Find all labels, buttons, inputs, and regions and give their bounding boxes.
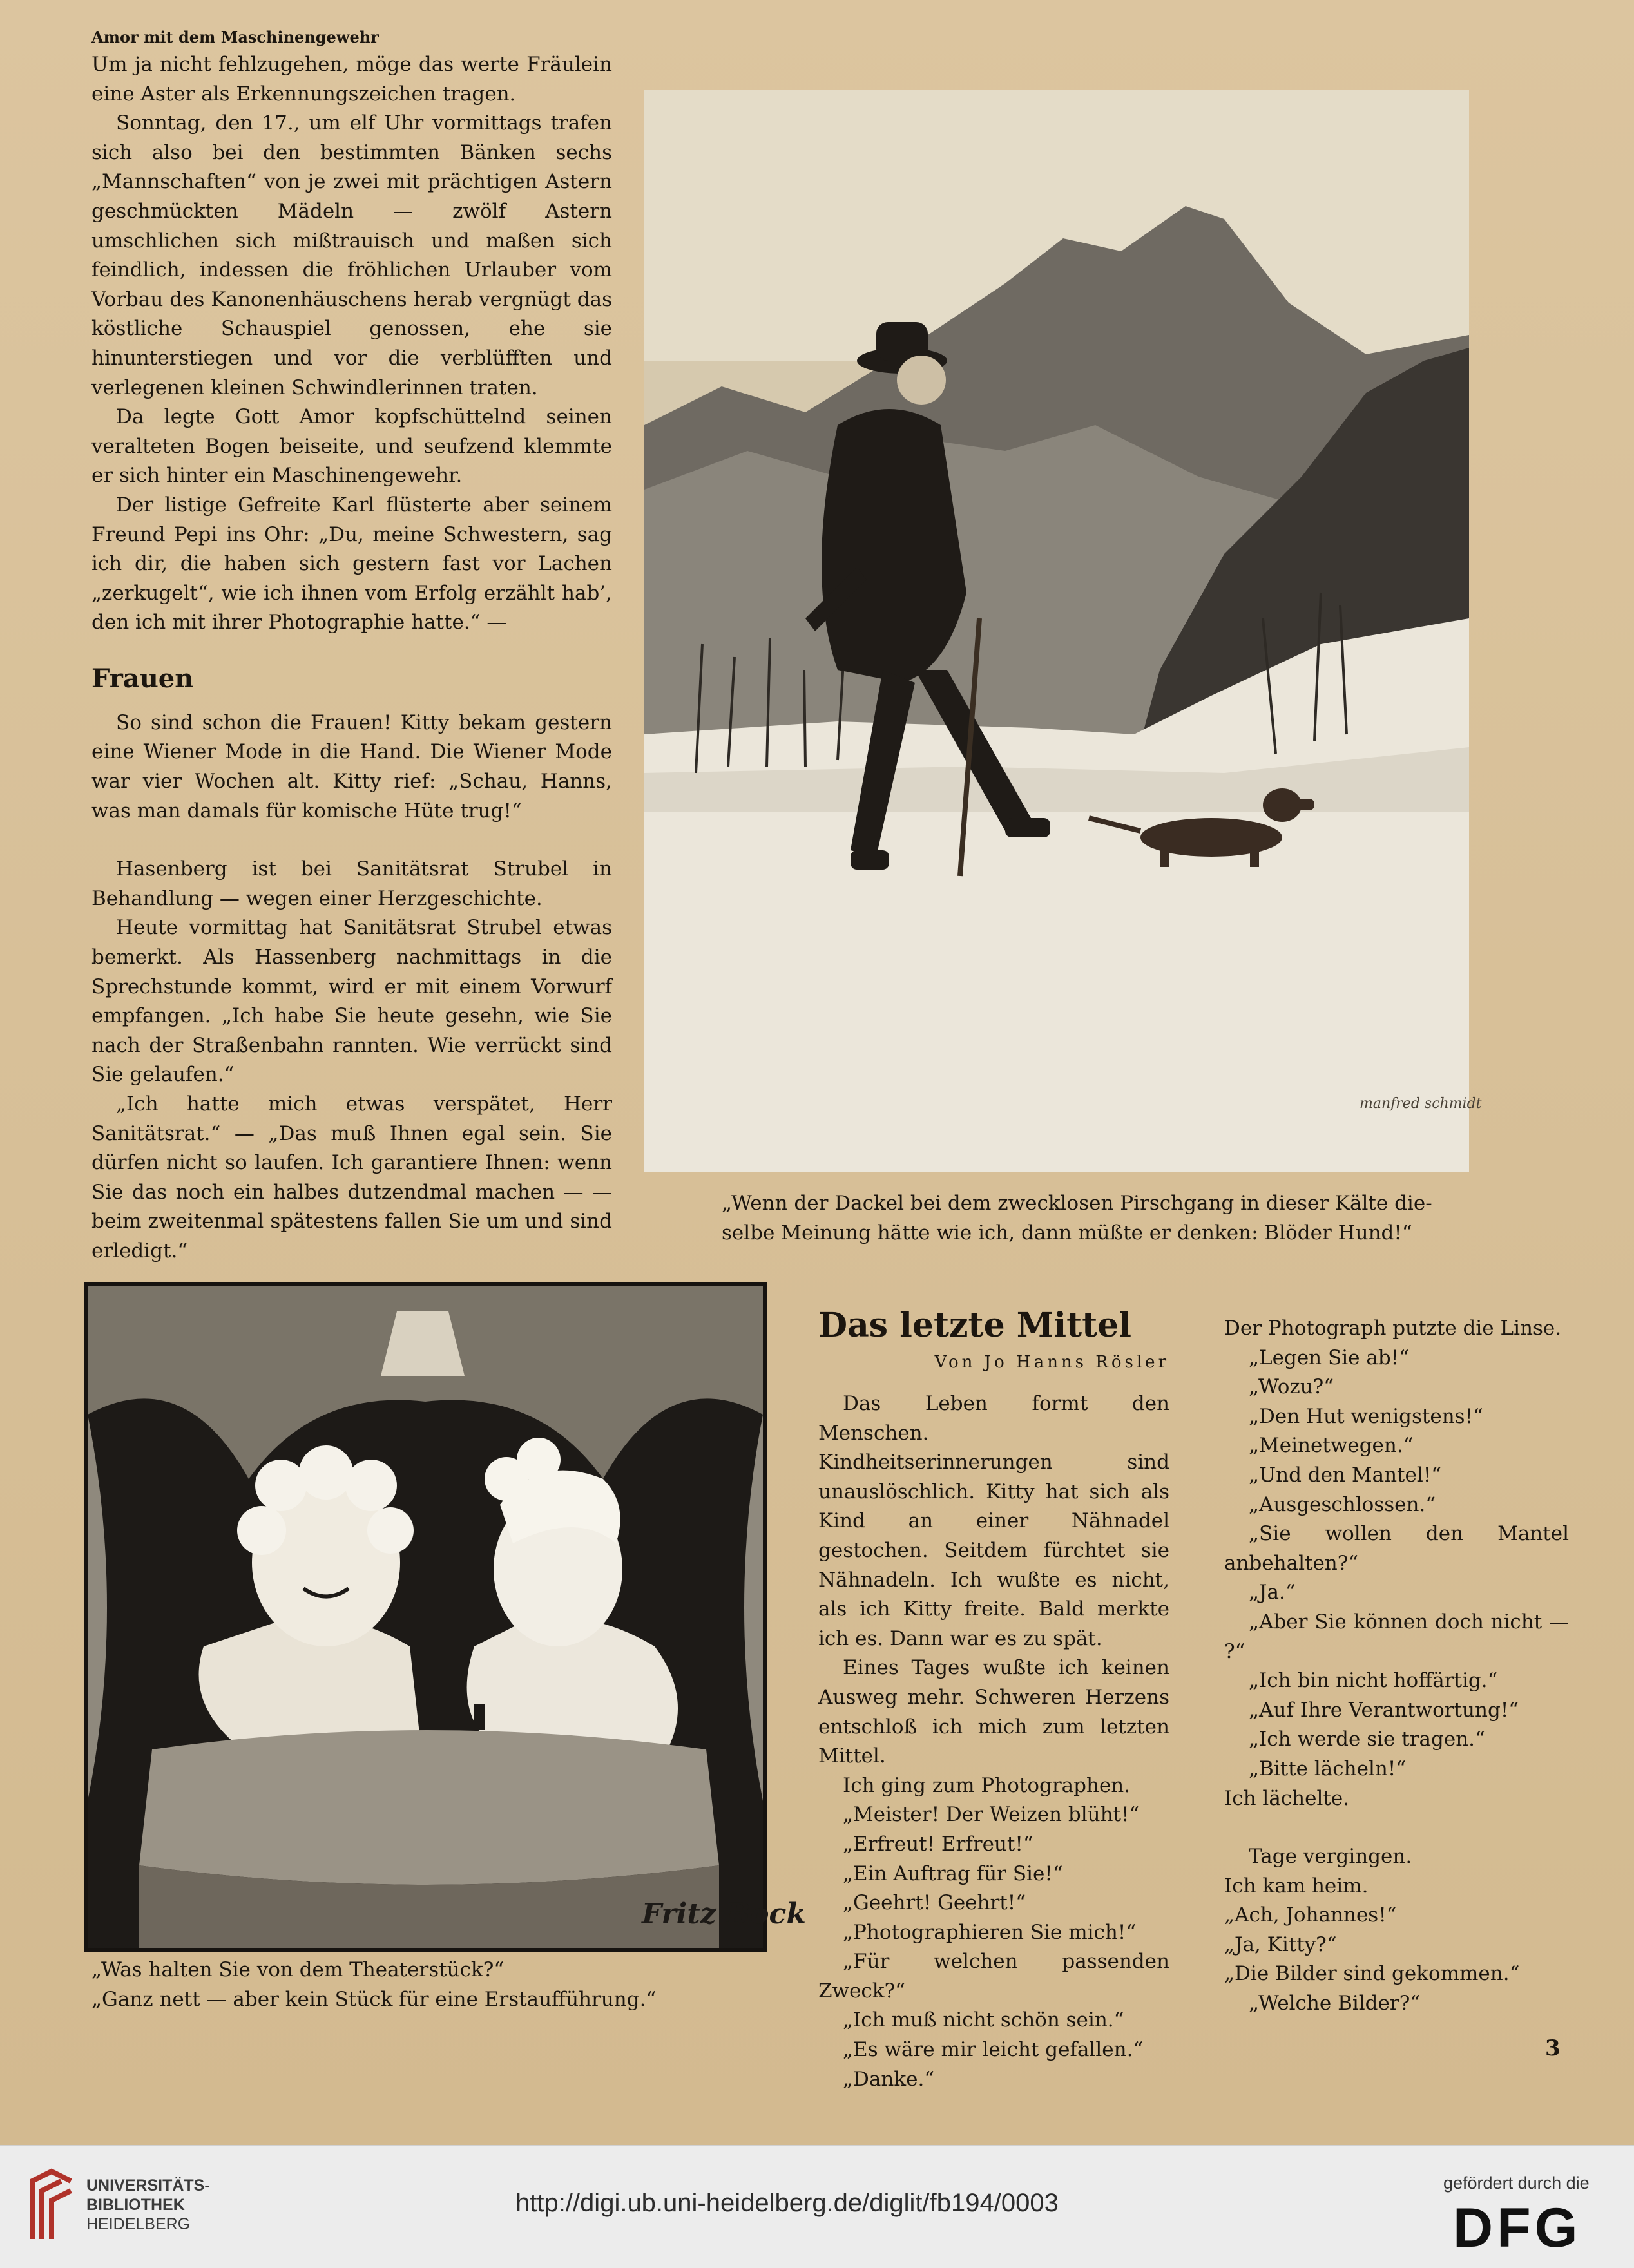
dialogue-line: „Meister! Der Weizen blüht!“ [843, 1803, 1140, 1827]
dialogue-line: „Erfreut! Erfreut!“ [843, 1832, 1033, 1856]
paragraph: Da legte Gott Amor kopfschüttelnd seinen veralteten Bogen beiseite, und seufzend klemmte er sich hinter ein Maschinengewehr. [91, 405, 612, 488]
hunter-dachshund-illustration [644, 90, 1482, 1172]
dialogue-line: „Die Bilder sind gekommen.“ [1224, 1962, 1520, 1986]
dialogue-line: „Den Hut wenigstens!“ [1249, 1404, 1483, 1428]
dialogue-line: „Ich muß nicht schön sein.“ [843, 2008, 1124, 2032]
paragraph: „Ich hatte mich etwas verspätet, Herr Sanitätsrat.“ — „Das muß Ihnen egal sein. Sie dürfen nicht so laufen. Ich garantiere Ihnen: wenn Sie das noch ein halbes dutzendmal machen — — beim zweitenmal spätestens fallen Sie um und sind erledigt.“ [91, 1092, 612, 1263]
dialogue-line: „Und den Mantel!“ [1249, 1463, 1442, 1487]
paragraph: So sind schon die Frauen! Kitty bekam gestern eine Wiener Mode in die Hand. Die Wiener Mode war vier Wochen alt. Kitty rief: „Schau, Hanns, was man damals für komische Hüte trug!“ [91, 710, 612, 823]
viewer-footer [0, 2145, 1634, 2268]
paragraph: Der listige Gefreite Karl flüsterte aber seinem Freund Pepi ins Ohr: „Du, meine Schwestern, sag ich dir, die haben sich gestern fast vor Lachen „zerkugelt“, wie ich ihnen vom Erfolg erzählt hab’, den ich mit ihrer Photographie hatte.“ — [91, 493, 612, 634]
funding-label: gefördert durch die [1443, 2173, 1590, 2193]
page-number: 3 [1545, 2035, 1561, 2061]
paragraph: Ich ging zum Photographen. [843, 1773, 1131, 1797]
dialogue-line: „Danke.“ [843, 2067, 935, 2091]
dialogue-line: „Meinetwegen.“ [1249, 1434, 1414, 1458]
dialogue-line: „Photographieren Sie mich!“ [843, 1920, 1137, 1944]
paragraph: Heute vormittag hat Sanitätsrat Strubel etwas bemerkt. Als Hassenberg nachmittags in die Sprechstunde kommt, wird er mit einem Vorwurf empfangen. „Ich habe Sie heute gesehn, wie Sie nach der Straßenbahn rannten. Wie verrückt sind Sie gelaufen.“ [91, 916, 612, 1087]
dialogue-line: „Ich bin nicht hoffärtig.“ [1249, 1669, 1498, 1693]
story-title: Das letzte Mittel [818, 1306, 1131, 1345]
dialogue-line: „Ja, Kitty?“ [1224, 1932, 1337, 1956]
dialogue-line: „Auf Ihre Verantwortung!“ [1249, 1698, 1519, 1722]
illustration-signature: Fritz Bock [642, 1898, 806, 1930]
story-column-1 [818, 1304, 1169, 2094]
caption-line: „Wenn der Dackel bei dem zwecklosen Pirschgang in dieser Kälte die- [722, 1192, 1432, 1215]
dialogue-line: „Sie wollen den Mantel anbehalten?“ [1224, 1522, 1569, 1575]
paragraph: Sonntag, den 17., um elf Uhr vormittags trafen sich also bei den bestimmten Bänken sechs „Mannschaften“ von je zwei mit prächtigen Astern geschmückten Mädeln — zwölf Astern umschlichen sich mißtrauisch und maßen sich feindlich, indessen die fröhlichen Urlauber vom Vorbau des Kanonenhäuschens herab vergnügt das köstliche Schauspiel genossen, ehe sie hinunterstiegen und vor die verblüfften und verlegenen kleinen Schwindlerinnen traten. [91, 111, 612, 399]
left-text-column [91, 24, 612, 1266]
dialogue-line: „Legen Sie ab!“ [1249, 1346, 1409, 1369]
theater-caption [91, 1955, 656, 2014]
dialogue-line: „Bitte lächeln!“ [1249, 1757, 1407, 1780]
dialogue-line: „Ich werde sie tragen.“ [1249, 1728, 1485, 1751]
dialogue-line: „Geehrt! Geehrt!“ [843, 1891, 1026, 1915]
paragraph: Ich lächelte. [1224, 1786, 1350, 1810]
paragraph: Ich kam heim. [1224, 1874, 1369, 1898]
paragraph: Das Leben formt den Menschen. Kindheitserinnerungen sind unauslöschlich. Kitty hat sich als Kind an einer Nähnadel gestochen. Seitdem fürchtet sie Nähnadeln. Ich wußte es nicht, als ich Kitty freite. Bald merkte ich es. Dann war es zu spät. [818, 1392, 1169, 1650]
dialogue-line: „Aber Sie können doch nicht — ?“ [1224, 1610, 1569, 1663]
caption-line: selbe Meinung hätte wie ich, dann müßte er denken: Blöder Hund!“ [722, 1221, 1412, 1244]
paragraph: Tage vergingen. [1249, 1845, 1412, 1869]
story-column-2 [1224, 1314, 1569, 2019]
theater-box-illustration [84, 1282, 806, 1952]
running-head: Amor mit dem Maschinengewehr [91, 28, 379, 46]
dialogue-line: „Für welchen passenden Zweck?“ [818, 1950, 1169, 2003]
paragraph: Um ja nicht fehlzugehen, möge das werte Fräulein eine Aster als Erkennungszeichen tragen. [91, 53, 612, 106]
dialogue-line: „Ein Auftrag für Sie!“ [843, 1862, 1063, 1885]
dialogue-line: „Ausgeschlossen.“ [1249, 1492, 1436, 1516]
dialogue-line: „Ach, Johannes!“ [1224, 1903, 1397, 1927]
section-title-frauen: Frauen [91, 663, 194, 694]
paragraph: Der Photograph putzte die Linse. [1224, 1317, 1562, 1340]
hunter-scene-drawing [644, 90, 1482, 1172]
library-logo-icon [26, 2168, 77, 2245]
dfg-logo[interactable]: DFG [1453, 2197, 1582, 2259]
dialogue-line: „Ja.“ [1249, 1581, 1296, 1605]
caption-line: „Was halten Sie von dem Theaterstück?“ [91, 1958, 505, 1981]
story-byline: Von Jo Hanns Rösler [934, 1353, 1169, 1372]
dialogue-line: „Wozu?“ [1249, 1375, 1334, 1399]
hunter-caption [722, 1188, 1432, 1248]
dialogue-line: „Welche Bilder?“ [1249, 1992, 1421, 2015]
library-name[interactable]: UNIVERSITÄTS- BIBLIOTHEK HEIDELBERG [86, 2177, 210, 2233]
permalink-url[interactable]: http://digi.ub.uni-heidelberg.de/diglit/fb194/0003 [515, 2189, 1059, 2217]
paragraph: Hasenberg ist bei Sanitätsrat Strubel in Behandlung — wegen einer Herzgeschichte. [91, 857, 612, 910]
theater-scene-drawing [88, 1286, 806, 1948]
dialogue-line: „Es wäre mir leicht gefallen.“ [843, 2038, 1144, 2062]
caption-line: „Ganz nett — aber kein Stück für eine Erstaufführung.“ [91, 1988, 657, 2011]
paragraph: Eines Tages wußte ich keinen Ausweg mehr. Schweren Herzens entschloß ich mich zum letzten Mittel. [818, 1656, 1169, 1768]
illustration-signature: manfred schmidt [1360, 1096, 1482, 1112]
